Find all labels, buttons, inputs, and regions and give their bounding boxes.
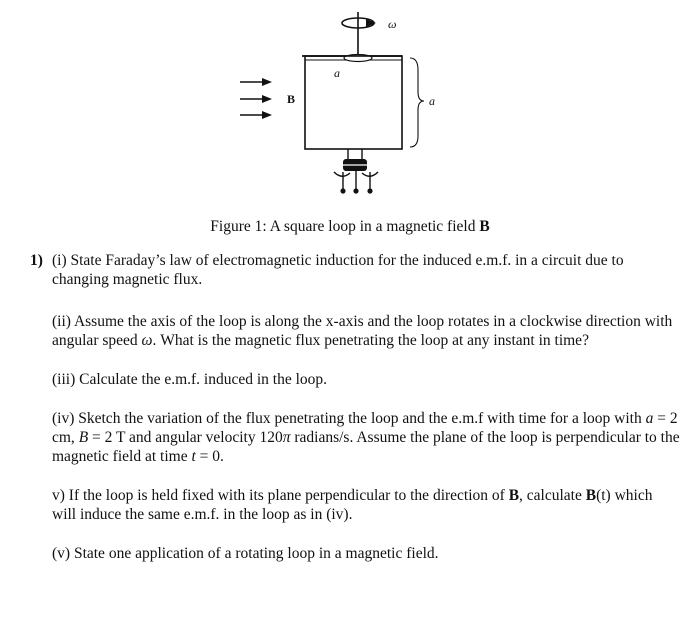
part-ii: (ii) Assume the axis of the loop is along the x-axis and the loop rotates in a clockwise direction with angular speed ω. What is the magnetic flux penetrating the loop at any instant in time?	[52, 313, 673, 349]
right-brace	[410, 58, 424, 147]
side-label-top: a	[334, 66, 340, 80]
terminal-left	[340, 188, 345, 193]
part-v: v) If the loop is held fixed with its plane perpendicular to the direction of B, calculate B(t) which will induce the same e.m.f. in the loop as in (iv).	[52, 487, 653, 523]
question-1	[30, 251, 680, 583]
caption-field: B	[479, 218, 490, 235]
side-label-right: a	[429, 94, 435, 108]
part-i: (i) State Faraday’s law of electromagnetic induction for the induced e.m.f. in a circuit due to changing magnetic flux.	[52, 252, 624, 288]
part-iii: (iii) Calculate the e.m.f. induced in the loop.	[52, 371, 328, 388]
part-iv: (iv) Sketch the variation of the flux penetrating the loop and the e.m.f with time for a loop with a = 2 cm, B = 2 T and angular velocity 120π radians/s. Assume the plane of the loop is perpendicular to the magnetic field at time t = 0.	[52, 410, 680, 465]
omega-label: ω	[388, 17, 397, 31]
loop-diagram	[0, 0, 700, 220]
terminal-right	[367, 188, 372, 193]
square-loop	[305, 56, 402, 149]
figure-caption: Figure 1: A square loop in a magnetic field B	[210, 218, 490, 235]
question-number: 1)	[30, 252, 43, 269]
brush-left	[334, 172, 350, 176]
field-label: B	[287, 92, 296, 106]
loop-diagram-svg	[0, 0, 700, 220]
field-arrows	[240, 78, 272, 119]
terminal-mid	[353, 188, 358, 193]
part-v-application: (v) State one application of a rotating loop in a magnetic field.	[52, 545, 439, 562]
